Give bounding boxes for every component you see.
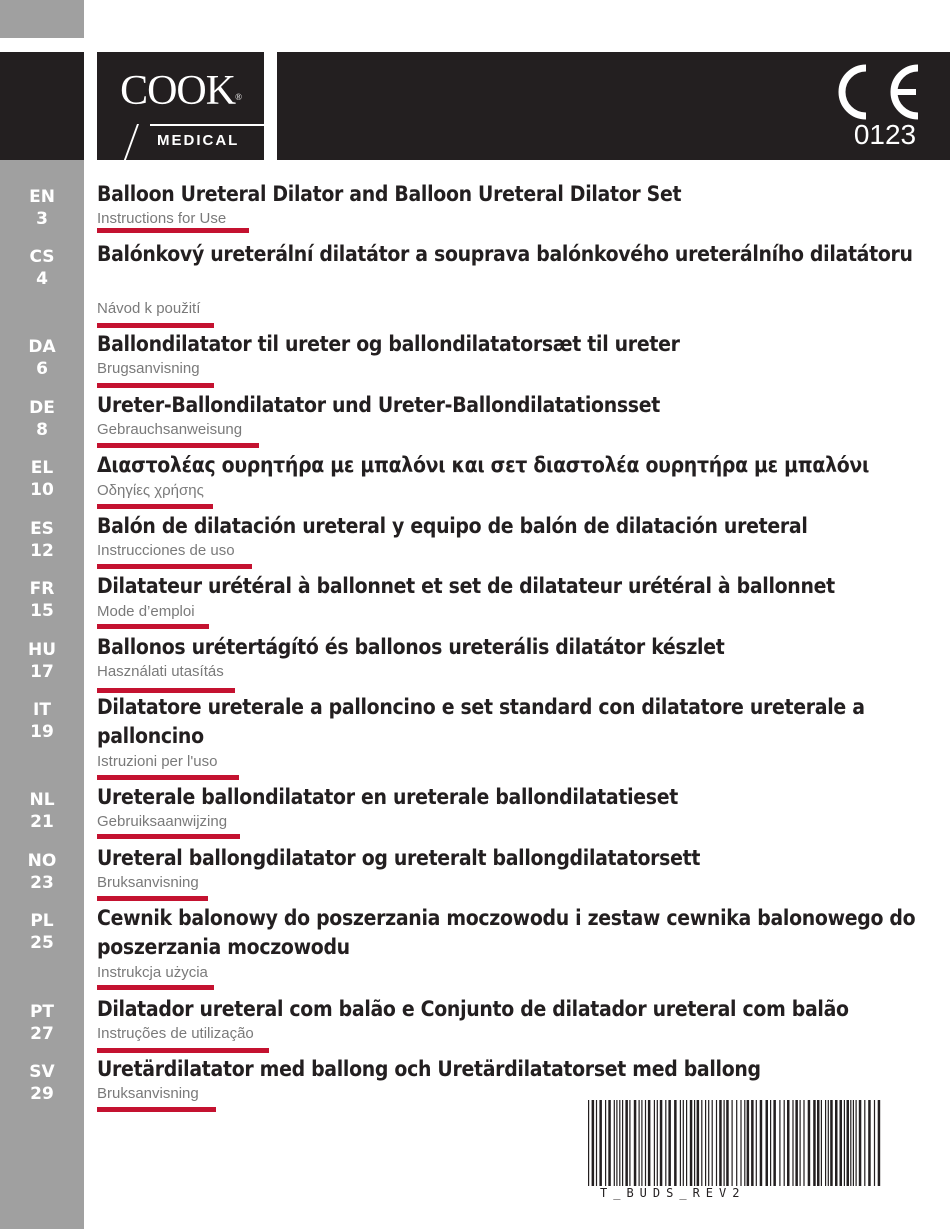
page-number: 12 <box>30 541 54 561</box>
language-code: PT <box>29 1002 55 1022</box>
red-underline <box>97 985 214 990</box>
barcode-bar <box>808 1100 811 1186</box>
red-underline <box>97 383 214 388</box>
instructions-subtitle-it: Istruzioni per l'uso <box>97 753 218 770</box>
instructions-subtitle-fr: Mode d’emploi <box>97 603 195 620</box>
barcode-bar <box>787 1100 790 1186</box>
language-code: FR <box>29 579 55 599</box>
product-title-hu: Ballonos urétertágító és ballonos ureterális dilatátor készlet <box>97 635 725 659</box>
ce-mark-icon <box>836 62 926 122</box>
barcode-bar <box>756 1100 757 1186</box>
page-number: 21 <box>30 812 54 832</box>
barcode-bar <box>726 1100 729 1186</box>
product-title-en: Balloon Ureteral Dilator and Balloon Ureteral Dilator Set <box>97 182 682 206</box>
barcode-bar <box>740 1100 741 1186</box>
barcode-bar <box>821 1100 822 1186</box>
language-code: CS <box>29 247 55 267</box>
logo-division: MEDICAL <box>157 132 240 149</box>
barcode-bar <box>690 1100 693 1186</box>
barcode-bar <box>732 1100 733 1186</box>
language-code: HU <box>27 640 57 660</box>
barcode-bar <box>657 1100 658 1186</box>
barcode-bar <box>697 1100 700 1186</box>
instructions-subtitle-sv: Bruksanvisning <box>97 1085 199 1102</box>
header-divider <box>84 52 97 160</box>
barcode-bar <box>825 1100 826 1186</box>
barcode-bar <box>622 1100 623 1186</box>
barcode-bar <box>736 1100 737 1186</box>
barcode-bar <box>795 1100 798 1186</box>
barcode-bar <box>634 1100 637 1186</box>
logo-slash <box>124 124 139 160</box>
page-number: 19 <box>30 722 54 742</box>
barcode-bar <box>708 1100 709 1186</box>
product-title-pl: Cewnik balonowy do poszerzania moczowodu i zestaw cewnika balonowego do poszerzania moczowodu <box>97 906 916 959</box>
barcode-bar <box>683 1100 684 1186</box>
language-code-hu <box>0 639 84 683</box>
product-title-de: Ureter-Ballondilatator und Ureter-Ballondilatationsset <box>97 393 661 417</box>
language-code-cs <box>0 246 84 290</box>
barcode-bar <box>599 1100 602 1186</box>
sidebar-header-block <box>0 52 84 160</box>
barcode-bar <box>641 1100 642 1186</box>
barcode-bar <box>660 1100 663 1186</box>
red-underline <box>97 228 249 233</box>
barcode-bar <box>616 1100 617 1186</box>
logo-registered-mark: ® <box>235 92 241 102</box>
language-code-pl <box>0 910 84 954</box>
barcode-bar <box>705 1100 706 1186</box>
barcode-bar <box>766 1100 769 1186</box>
barcode-bar <box>596 1100 597 1186</box>
barcode-bar <box>840 1100 843 1186</box>
language-code: IT <box>33 700 51 720</box>
language-code: NO <box>27 851 57 871</box>
instructions-subtitle-de: Gebrauchsanweisung <box>97 421 243 438</box>
barcode-bar <box>648 1100 651 1186</box>
language-code-no <box>0 850 84 894</box>
barcode-bar <box>800 1100 801 1186</box>
red-underline <box>97 624 209 629</box>
barcode-bar <box>747 1100 750 1186</box>
page-number: 29 <box>30 1084 54 1104</box>
language-code: EL <box>30 458 54 478</box>
sidebar-gap <box>0 38 84 52</box>
barcode-bar <box>608 1100 611 1186</box>
product-title-sv: Uretärdilatator med ballong och Uretärdilatatorset med ballong <box>97 1057 761 1081</box>
language-code: SV <box>29 1062 55 1082</box>
barcode-bar <box>605 1100 606 1186</box>
barcode-bar <box>716 1100 717 1186</box>
language-code-da <box>0 336 84 380</box>
red-underline <box>97 834 240 839</box>
barcode-bar <box>751 1100 754 1186</box>
barcode-bar <box>828 1100 829 1186</box>
barcode-bar <box>694 1100 695 1186</box>
barcode-bar <box>724 1100 725 1186</box>
product-title-nl: Ureterale ballondilatator en ureterale ballondilatatieset <box>97 785 678 809</box>
barcode-bar <box>665 1100 666 1186</box>
language-code-sv <box>0 1061 84 1105</box>
barcode-bar <box>680 1100 681 1186</box>
page-number: 3 <box>36 209 48 229</box>
page-number: 15 <box>30 601 54 621</box>
language-code: ES <box>30 519 54 539</box>
barcode-bar <box>850 1100 851 1186</box>
barcode-bar <box>844 1100 845 1186</box>
red-underline <box>97 1107 216 1112</box>
red-underline <box>97 896 208 901</box>
language-code-fr <box>0 578 84 622</box>
red-underline <box>97 564 252 569</box>
barcode-bar <box>719 1100 722 1186</box>
barcode-bar <box>619 1100 620 1186</box>
barcode-bar <box>859 1100 862 1186</box>
barcode-bar <box>686 1100 687 1186</box>
product-title-pt: Dilatador ureteral com balão e Conjunto de dilatador ureteral com balão <box>97 997 849 1021</box>
barcode-bar <box>792 1100 793 1186</box>
barcode-label: T_BUDS_REV2 <box>600 1186 746 1200</box>
page-number: 8 <box>36 420 48 440</box>
page-number: 23 <box>30 873 54 893</box>
red-underline <box>97 1048 269 1053</box>
barcode-bar <box>868 1100 871 1186</box>
page-number: 27 <box>30 1024 54 1044</box>
barcode-bar <box>744 1100 745 1186</box>
barcode-bar <box>639 1100 640 1186</box>
product-title-es: Balón de dilatación ureteral y equipo de balón de dilatación ureteral <box>97 514 808 538</box>
language-code-nl <box>0 789 84 833</box>
logo-rule <box>150 124 264 126</box>
red-underline <box>97 323 214 328</box>
product-title-da: Ballondilatator til ureter og ballondilatatorsæt til ureter <box>97 332 680 356</box>
barcode-bar <box>654 1100 655 1186</box>
product-title-no: Ureteral ballongdilatator og ureteralt ballongdilatatorsett <box>97 846 701 870</box>
barcode-bar <box>625 1100 628 1186</box>
page-number: 10 <box>30 480 54 500</box>
barcode-bar <box>779 1100 780 1186</box>
red-underline <box>97 443 259 448</box>
barcode-bar <box>856 1100 857 1186</box>
barcode-bar <box>668 1100 671 1186</box>
barcode-bar <box>878 1100 881 1186</box>
barcode-bar <box>773 1100 776 1186</box>
language-code-en <box>0 186 84 230</box>
barcode-bar <box>614 1100 615 1186</box>
barcode-bar <box>813 1100 816 1186</box>
language-code: NL <box>29 790 55 810</box>
language-code-it <box>0 699 84 743</box>
barcode-bar <box>835 1100 838 1186</box>
language-code: PL <box>30 911 54 931</box>
instructions-subtitle-en: Instructions for Use <box>97 210 227 227</box>
barcode-bar <box>864 1100 865 1186</box>
page-number: 25 <box>30 933 54 953</box>
barcode <box>586 1100 884 1186</box>
instructions-subtitle-nl: Gebruiksaanwijzing <box>97 813 228 830</box>
language-code-es <box>0 518 84 562</box>
instructions-subtitle-es: Instrucciones de uso <box>97 542 235 559</box>
language-code-de <box>0 397 84 441</box>
barcode-bar <box>770 1100 771 1186</box>
product-title-el: Διαστολέας ουρητήρα με μπαλόνι και σετ διαστολέα ουρητήρα με μπαλόνι <box>97 453 870 477</box>
barcode-bar <box>874 1100 875 1186</box>
language-code: DE <box>29 398 55 418</box>
language-code-el <box>0 457 84 501</box>
red-underline <box>97 504 213 509</box>
product-title-fr: Dilatateur urétéral à ballonnet et set de dilatateur urétéral à ballonnet <box>97 574 835 598</box>
logo-divider <box>264 52 277 160</box>
barcode-bar <box>803 1100 804 1186</box>
barcode-bar <box>645 1100 646 1186</box>
instructions-subtitle-el: Οδηγίες χρήσης <box>97 482 204 499</box>
language-code-pt <box>0 1001 84 1045</box>
language-code: EN <box>29 187 55 207</box>
instructions-subtitle-cs: Návod k použití <box>97 300 201 317</box>
red-underline <box>97 775 239 780</box>
barcode-bar <box>712 1100 713 1186</box>
barcode-bar <box>817 1100 820 1186</box>
barcode-bar <box>784 1100 785 1186</box>
barcode-bar <box>830 1100 833 1186</box>
barcode-bar <box>588 1100 589 1186</box>
barcode-bar <box>674 1100 677 1186</box>
instructions-subtitle-no: Bruksanvisning <box>97 874 199 891</box>
language-code: DA <box>28 337 56 357</box>
instructions-subtitle-pt: Instruções de utilização <box>97 1025 254 1042</box>
instructions-subtitle-da: Brugsanvisning <box>97 360 200 377</box>
barcode-bar <box>701 1100 702 1186</box>
barcode-bar <box>592 1100 595 1186</box>
logo-brand: COOK <box>120 68 236 114</box>
barcode-bar <box>847 1100 850 1186</box>
instructions-subtitle-hu: Használati utasítás <box>97 663 224 680</box>
product-title-cs: Balónkový ureterální dilatátor a souprava balónkového ureterálního dilatátoru <box>97 242 913 266</box>
page-number: 17 <box>30 662 54 682</box>
barcode-bar <box>853 1100 854 1186</box>
page-number: 6 <box>36 359 48 379</box>
page-number: 4 <box>36 269 48 289</box>
barcode-bar <box>629 1100 630 1186</box>
cook-medical-logo <box>97 52 264 160</box>
notified-body-number: 0123 <box>853 119 917 150</box>
product-title-it: Dilatatore ureterale a palloncino e set standard con dilatatore ureterale a palloncino <box>97 695 865 748</box>
barcode-bar <box>760 1100 763 1186</box>
instructions-subtitle-pl: Instrukcja użycia <box>97 964 208 981</box>
